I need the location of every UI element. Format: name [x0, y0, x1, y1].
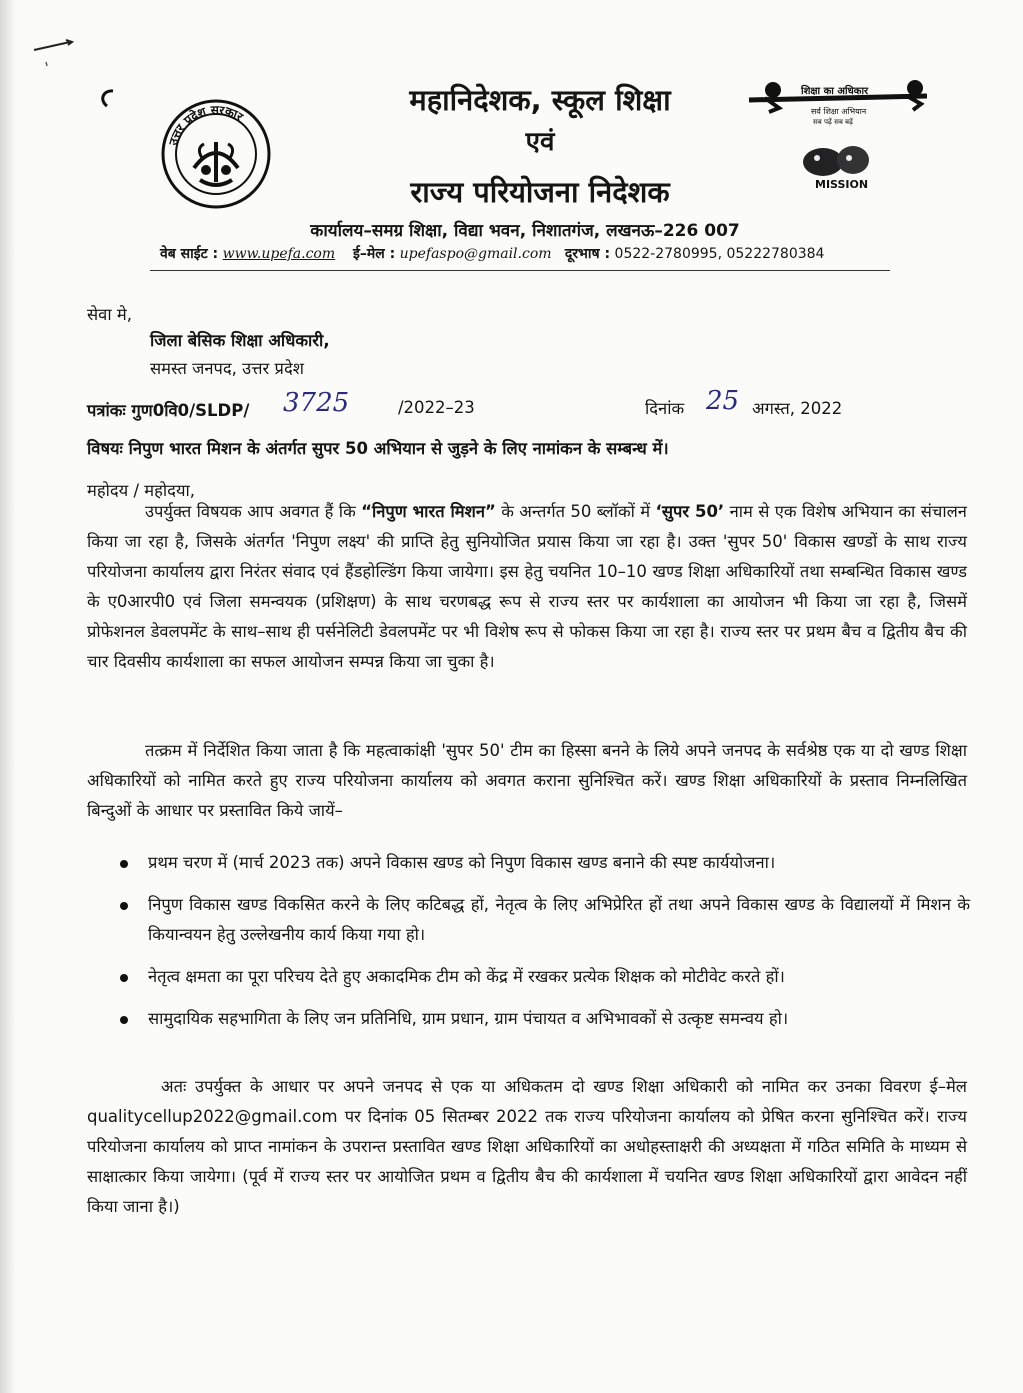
email-link[interactable]: upefaspo@gmail.com	[399, 246, 552, 262]
para1-e: नाम से एक विशेष अभियान का संचालन किया जा रहा है, जिसके अंतर्गत 'निपुण लक्ष्य' की प्राप्ति हेतु सुनियोजित प्रयास किया जा रहा है। उक्त 'सुपर 50' विकास खण्डों के साथ राज्य परियोजना कार्यालय द्वारा निरंतर संवाद एवं हैंडहोल्डिंग किया जायेगा। इस हेतु चयनित 10–10 खण्ड शिक्षा अधिकारियों तथा सम्बन्धित विकास खण्ड के ए0आरपी0 एवं जिला समन्वयक (प्रशिक्षण) के साथ चरणबद्ध रूप से राज्य स्तर पर कार्यशाला का आयोजन भी किया जा रहा है, जिसमें प्रोफेशनल डेवलपमेंट के साथ–साथ ही पर्सनेलिटी डेवलपमेंट पर भी विशेष रूप से फोकस किया जा रहा है। राज्य स्तर पर प्रथम बैच व द्वितीय बैच की चार दिवसीय कार्यशाला का सफल आयोजन सम्पन्न किया जा चुका है।	[87, 502, 967, 671]
bullet-icon	[120, 902, 128, 910]
phone-label: दूरभाष :	[564, 246, 611, 262]
greeting: महोदय / महोदया,	[87, 481, 196, 500]
office-address: कार्यालय–समग्र शिक्षा, विद्या भवन, निशातगंज, लखनऊ–226 007	[310, 221, 740, 241]
right-to-education-seal-icon	[745, 74, 940, 194]
list-item-text: निपुण विकास खण्ड विकसित करने के लिए कटिबद्ध हों, नेतृत्व के लिए अभिप्रेरित हों तथा अपने विकास खण्ड के विद्यालयों में मिशन के कियान्वयन हेतु उल्लेखनीय कार्य किया गया हो।	[148, 895, 970, 944]
svg-text:उत्तर प्रदेश सरकार	[166, 103, 247, 148]
paragraph-3: अतः उपर्युक्त के आधार पर अपने जनपद से एक या अधिकतम दो खण्ड शिक्षा अधिकारी को नामित कर उनका विवरण ई–मेल qualitycellup2022@gmail.com पर दिनांक 05 सितम्बर 2022 तक राज्य परियोजना कार्यालय को प्रेषित करना सुनिश्चित करें। राज्य परियोजना कार्यालय को प्राप्त नामांकन के उपरान्त प्रस्तावित खण्ड शिक्षा अधिकारियों का अधोहस्ताक्षरी की अध्यक्षता में गठित समिति के माध्यम से साक्षात्कार किया जायेगा। (पूर्व में राज्य स्तर पर आयोजित प्रथम व द्वितीय बैच की कार्यशाला में चयनित खण्ड शिक्षा अधिकारियों द्वारा आवेदन नहीं किया जाना है।)	[87, 1077, 967, 1216]
scan-shadow	[0, 0, 16, 1393]
para1-mission-name: “निपुण भारत मिशन”	[361, 502, 496, 521]
seal-tagline-1: सर्व शिक्षा अभियान	[811, 107, 867, 116]
paragraph-1	[87, 497, 967, 677]
list-item	[120, 848, 970, 878]
bullet-icon	[120, 860, 128, 868]
pen-mark-icon	[30, 36, 80, 70]
recipient-line1: जिला बेसिक शिक्षा अधिकारी,	[150, 331, 330, 350]
para1-a: उपर्युक्त विषयक आप अवगत हैं कि	[145, 502, 362, 521]
date-month-year: अगस्त, 2022	[752, 399, 843, 418]
reference-label: पत्रांकः गुण0वि0/SLDP/	[87, 401, 250, 420]
bullet-icon	[120, 974, 128, 982]
website-link[interactable]: www.upefa.com	[222, 246, 336, 262]
list-item-text: सामुदायिक सहभागिता के लिए जन प्रतिनिधि, ग्राम प्रधान, ग्राम पंचायत व अभिभावकों से उत्कृष्ट समन्वय हो।	[148, 1009, 789, 1028]
list-item-text: प्रथम चरण में (मार्च 2023 तक) अपने विकास खण्ड को निपुण विकास खण्ड बनाने की स्पष्ट कार्ययोजना।	[148, 853, 776, 872]
recipient-line2: समस्त जनपद, उत्तर प्रदेश	[150, 359, 304, 378]
seal-tagline-2: सब पढ़ें सब बढ़ें	[813, 118, 853, 126]
header-title-line2: एवं	[525, 127, 555, 157]
para1-c: के अन्तर्गत 50 ब्लॉकों में	[495, 502, 656, 521]
seal-title: शिक्षा का अधिकार	[801, 86, 869, 97]
email-label: ई–मेल :	[352, 246, 396, 262]
punch-hole-mark-icon	[95, 86, 121, 112]
website-label: वेब साईट :	[160, 246, 219, 262]
header-title-line3: राज्य परियोजना निदेशक	[410, 175, 670, 209]
list-item	[120, 890, 970, 950]
contact-line	[160, 244, 860, 263]
date-label: दिनांक	[645, 399, 685, 418]
bullet-icon	[120, 1016, 128, 1024]
reference-number-handwritten: 3725	[283, 388, 350, 418]
up-government-emblem-icon	[160, 98, 272, 210]
phone-numbers: 0522-2780995, 05222780384	[614, 246, 825, 262]
emblem-text: उत्तर प्रदेश सरकार	[166, 102, 246, 147]
header-title-line1: महानिदेशक, स्कूल शिक्षा	[409, 83, 671, 117]
seal-mission: MISSION	[815, 178, 869, 191]
list-item	[120, 1004, 970, 1034]
salutation: सेवा मे,	[87, 305, 132, 324]
subject-line: विषयः निपुण भारत मिशन के अंतर्गत सुपर 50 अभियान से जुड़ने के लिए नामांकन के सम्बन्ध में।	[87, 439, 669, 458]
criteria-list	[120, 848, 970, 1046]
paragraph-2: तत्क्रम में निर्देशित किया जाता है कि महत्वाकांक्षी 'सुपर 50' टीम का हिस्सा बनने के लिये अपने जनपद के सर्वश्रेष्ठ एक या दो खण्ड शिक्षा अधिकारियों को नामित करते हुए राज्य परियोजना कार्यालय को अवगत कराना सुनिश्चित करें। खण्ड शिक्षा अधिकारियों के प्रस्ताव निम्नलिखित बिन्दुओं के आधार पर प्रस्तावित किये जायें–	[87, 741, 967, 820]
header-divider	[150, 270, 890, 271]
list-item-text: नेतृत्व क्षमता का पूरा परिचय देते हुए अकादमिक टीम को केंद्र में रखकर प्रत्येक शिक्षक को मोटीवेट करते हों।	[148, 967, 785, 986]
para1-super50: ‘सुपर 50’	[655, 502, 725, 521]
list-item	[120, 962, 970, 992]
date-day-handwritten: 25	[706, 386, 740, 416]
reference-year: /2022–23	[398, 398, 475, 417]
